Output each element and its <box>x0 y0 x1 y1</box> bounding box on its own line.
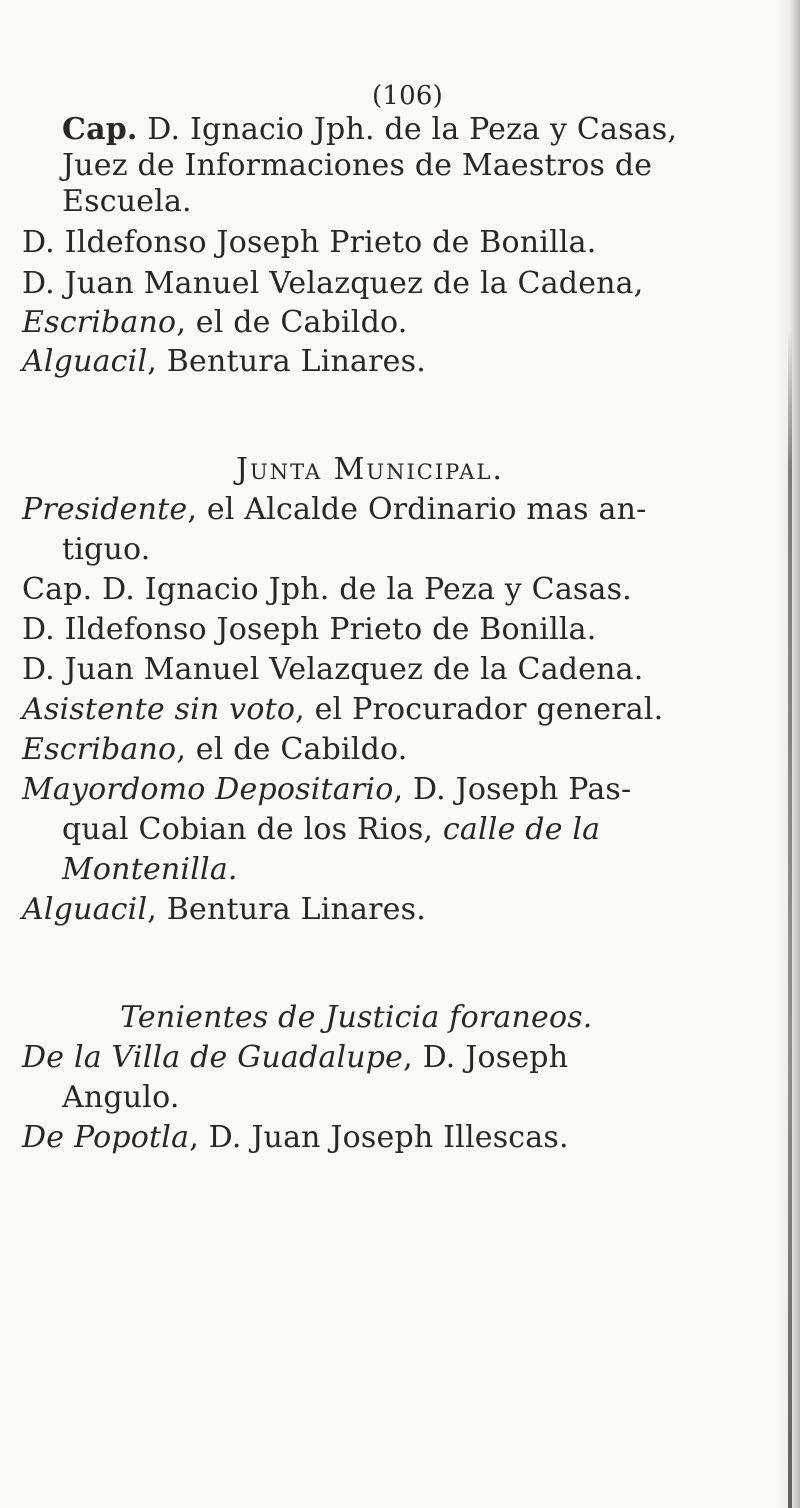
binding-edge <box>788 330 792 1508</box>
page-number: (106) <box>372 81 443 111</box>
text-line <box>22 344 426 380</box>
address-text: calle de la <box>442 812 601 847</box>
text-line <box>22 1120 569 1156</box>
line-text: , el de Cabildo. <box>176 732 408 767</box>
text-line <box>22 305 407 341</box>
text-line: D. Ildefonso Joseph Prieto de Bonilla. <box>22 612 597 647</box>
text-line <box>22 732 407 768</box>
text-line: D. Ildefonso Joseph Prieto de Bonilla. <box>22 225 597 260</box>
line-text: D. Ignacio Jph. de la Peza y Casas, <box>147 112 678 147</box>
text-line: Montenilla. <box>62 852 238 887</box>
text-line: tiguo. <box>62 532 151 567</box>
line-text: , Bentura Linares. <box>147 892 426 927</box>
line-text: , D. Joseph Pas- <box>393 772 632 807</box>
office-label: Escribano <box>22 732 177 767</box>
line-text: , D. Juan Joseph Illescas. <box>189 1120 569 1155</box>
office-label: Asistente sin voto <box>22 692 296 727</box>
title-abbrev: Cap. <box>62 112 138 147</box>
text-line: Angulo. <box>62 1080 180 1115</box>
text-line <box>22 772 631 808</box>
text-line <box>22 692 663 728</box>
office-label: Mayordomo Depositario <box>22 772 394 807</box>
place-label: De Popotla <box>22 1120 190 1155</box>
text-line: D. Juan Manuel Velazquez de la Cadena. <box>22 652 644 687</box>
text-line: D. Juan Manuel Velazquez de la Cadena, <box>22 266 644 301</box>
line-text: , el Alcalde Ordinario mas an- <box>187 492 647 527</box>
text-line: Juez de Informaciones de Maestros de <box>62 148 653 183</box>
office-label: Alguacil <box>22 344 148 379</box>
section-heading: Junta Municipal. <box>236 452 504 487</box>
text-line <box>22 892 426 928</box>
line-text: , el de Cabildo. <box>176 305 408 340</box>
text-line: Cap. D. Ignacio Jph. de la Peza y Casas. <box>22 572 632 607</box>
line-text: qual Cobian de los Rios, <box>62 812 434 847</box>
text-line <box>62 812 600 848</box>
text-line <box>22 1040 568 1076</box>
text-line <box>22 492 646 528</box>
office-label: Escribano <box>22 305 177 340</box>
place-label: De la Villa de Guadalupe <box>22 1040 404 1075</box>
text-line <box>62 112 677 148</box>
line-text: , el Procurador general. <box>295 692 664 727</box>
line-text: , D. Joseph <box>403 1040 569 1075</box>
office-label: Alguacil <box>22 892 148 927</box>
text-line: Escuela. <box>62 184 192 219</box>
office-label: Presidente <box>22 492 188 527</box>
section-heading: Tenientes de Justicia foraneos. <box>120 1000 593 1035</box>
line-text: , Bentura Linares. <box>147 344 426 379</box>
